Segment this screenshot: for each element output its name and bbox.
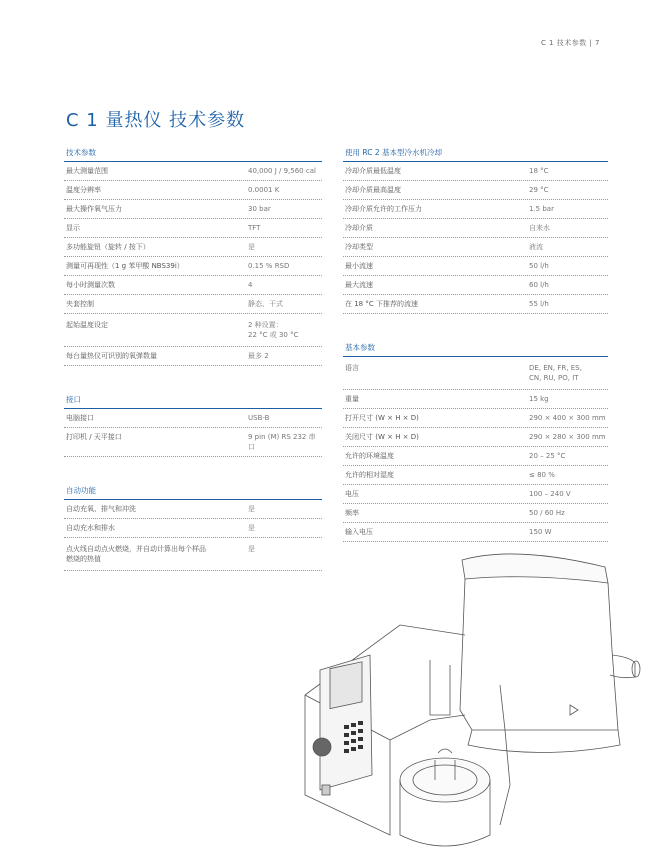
- spec-label: 最大操作氧气压力: [66, 205, 122, 213]
- spec-value: ≤ 80 %: [529, 471, 555, 479]
- spec-row: [64, 409, 322, 428]
- spec-value: 静态、干式: [248, 300, 283, 308]
- spec-label: 在 18 °C 下推荐的流速: [345, 300, 418, 308]
- spec-label: 打开尺寸 (W × H × D): [345, 414, 419, 422]
- spec-value: 290 × 400 × 300 mm: [529, 414, 606, 422]
- spec-value: 最多 2: [248, 352, 269, 360]
- spec-row: [64, 500, 322, 519]
- spec-value: 15 kg: [529, 395, 549, 403]
- auto-functions-heading: 自动功能: [64, 483, 322, 500]
- spec-value: 1.5 bar: [529, 205, 554, 213]
- spec-value: 自来水: [529, 224, 550, 232]
- spec-label: 冷却介质: [345, 224, 373, 232]
- spec-label: 每小时测量次数: [66, 281, 115, 289]
- auto-functions-section: [64, 483, 322, 571]
- spec-value: 150 W: [529, 528, 552, 536]
- spec-row: [64, 200, 322, 219]
- spec-row: [343, 485, 608, 504]
- interface-section: [64, 392, 322, 457]
- spec-label: 冷却介质最低温度: [345, 167, 401, 175]
- spec-value: 290 × 280 × 300 mm: [529, 433, 606, 441]
- spec-label: 电压: [345, 490, 359, 498]
- spec-row: [343, 238, 608, 257]
- tech-specs-section: [64, 145, 322, 366]
- cooling-section: [343, 145, 608, 314]
- spec-row: [64, 519, 322, 538]
- tech-specs-heading: 技术参数: [64, 145, 322, 162]
- spec-value: 是: [248, 524, 255, 532]
- spec-label: 最大测量范围: [66, 167, 108, 175]
- spec-value: USB-B: [248, 414, 270, 422]
- page-title: C 1 量热仪 技术参数: [66, 110, 246, 131]
- spec-row: [343, 390, 608, 409]
- basic-params-heading: 基本参数: [343, 340, 608, 357]
- spec-row: [343, 219, 608, 238]
- basic-params-section: [343, 340, 608, 542]
- spec-label: 每台量热仪可识别的氧弹数量: [66, 352, 157, 360]
- spec-label: 最大流速: [345, 281, 373, 289]
- spec-row: [343, 466, 608, 485]
- spec-label: 自动充水和排水: [66, 524, 115, 532]
- spec-row: [343, 181, 608, 200]
- spec-label: 夹套控制: [66, 300, 94, 308]
- spec-label: 重量: [345, 395, 359, 403]
- spec-value: 50 l/h: [529, 262, 549, 270]
- spec-label: 关闭尺寸 (W × H × D): [345, 433, 419, 441]
- spec-row: [343, 504, 608, 523]
- spec-row: [343, 523, 608, 542]
- spec-value: 4: [248, 281, 253, 289]
- spec-row: [343, 162, 608, 181]
- interface-rows: [64, 409, 322, 457]
- spec-label: 自动充氧、排气和冲洗: [66, 505, 136, 513]
- left-column: [64, 145, 322, 589]
- spec-value: 55 l/h: [529, 300, 549, 308]
- spec-row: [343, 257, 608, 276]
- spec-value: 29 °C: [529, 186, 549, 194]
- spec-label: 显示: [66, 224, 80, 232]
- spec-label: 最小流速: [345, 262, 373, 270]
- spec-value: 50 / 60 Hz: [529, 509, 565, 517]
- spec-row: [343, 200, 608, 219]
- spec-value: 100 – 240 V: [529, 490, 571, 498]
- spec-row: [64, 295, 322, 314]
- spec-row: [64, 314, 322, 347]
- spec-row: [343, 295, 608, 314]
- spec-label: 测量可再现性（1 g 苯甲酸 NBS39i）: [66, 262, 184, 270]
- spec-value: 9 pin (M) RS 232 串口: [248, 433, 316, 451]
- spec-row: [64, 257, 322, 276]
- spec-value: 20 – 25 °C: [529, 452, 566, 460]
- spec-row: [64, 162, 322, 181]
- spec-label: 点火线自动点火燃烧，并自动计算出每个样品 燃烧的热值: [66, 545, 206, 563]
- spec-row: [64, 347, 322, 366]
- spec-value: 是: [248, 505, 255, 513]
- spec-value: 0.15 % RSD: [248, 262, 290, 270]
- spec-label: 冷却类型: [345, 243, 373, 251]
- auto-functions-rows: [64, 500, 322, 571]
- basic-params-rows: [343, 357, 608, 542]
- spec-label: 输入电压: [345, 528, 373, 536]
- spec-value: 是: [248, 243, 255, 251]
- calorimeter-illustration: [300, 545, 650, 867]
- spec-value: DE, EN, FR, ES, CN, RU, PO, IT: [529, 364, 582, 382]
- spec-value: 0.0001 K: [248, 186, 280, 194]
- spec-row: [64, 538, 322, 571]
- spec-label: 起始温度设定: [66, 321, 108, 329]
- spec-row: [64, 276, 322, 295]
- spec-label: 打印机 / 天平接口: [66, 433, 122, 441]
- spec-value: 40,000 J / 9,560 cal: [248, 167, 316, 175]
- spec-label: 允许的相对湿度: [345, 471, 394, 479]
- spec-row: [64, 219, 322, 238]
- spec-value: 液流: [529, 243, 543, 251]
- spec-label: 多功能旋钮（旋转 / 按下）: [66, 243, 150, 251]
- spec-value: 2 种设置： 22 °C 或 30 °C: [248, 321, 299, 339]
- spec-row: [343, 409, 608, 428]
- spec-value: 18 °C: [529, 167, 549, 175]
- page-header-note: C 1 技术参数 | 7: [540, 39, 600, 47]
- cooling-heading: 使用 RC 2 基本型冷水机冷却: [343, 145, 608, 162]
- tech-specs-rows: [64, 162, 322, 366]
- spec-row: [343, 357, 608, 390]
- spec-label: 冷却介质允许的工作压力: [345, 205, 422, 213]
- interface-heading: 接口: [64, 392, 322, 409]
- spec-label: 频率: [345, 509, 359, 517]
- spec-row: [343, 428, 608, 447]
- spec-label: 允许的环境温度: [345, 452, 394, 460]
- spec-label: 冷却介质最高温度: [345, 186, 401, 194]
- spec-value: 是: [248, 545, 255, 553]
- right-column: [343, 145, 608, 560]
- spec-row: [64, 238, 322, 257]
- spec-row: [64, 428, 322, 457]
- spec-label: 电脑接口: [66, 414, 94, 422]
- spec-value: 30 bar: [248, 205, 271, 213]
- spec-label: 语言: [345, 364, 359, 372]
- spec-label: 温度分辨率: [66, 186, 101, 194]
- spec-value: TFT: [248, 224, 261, 232]
- spec-row: [343, 276, 608, 295]
- spec-value: 60 l/h: [529, 281, 549, 289]
- cooling-rows: [343, 162, 608, 314]
- spec-row: [343, 447, 608, 466]
- spec-row: [64, 181, 322, 200]
